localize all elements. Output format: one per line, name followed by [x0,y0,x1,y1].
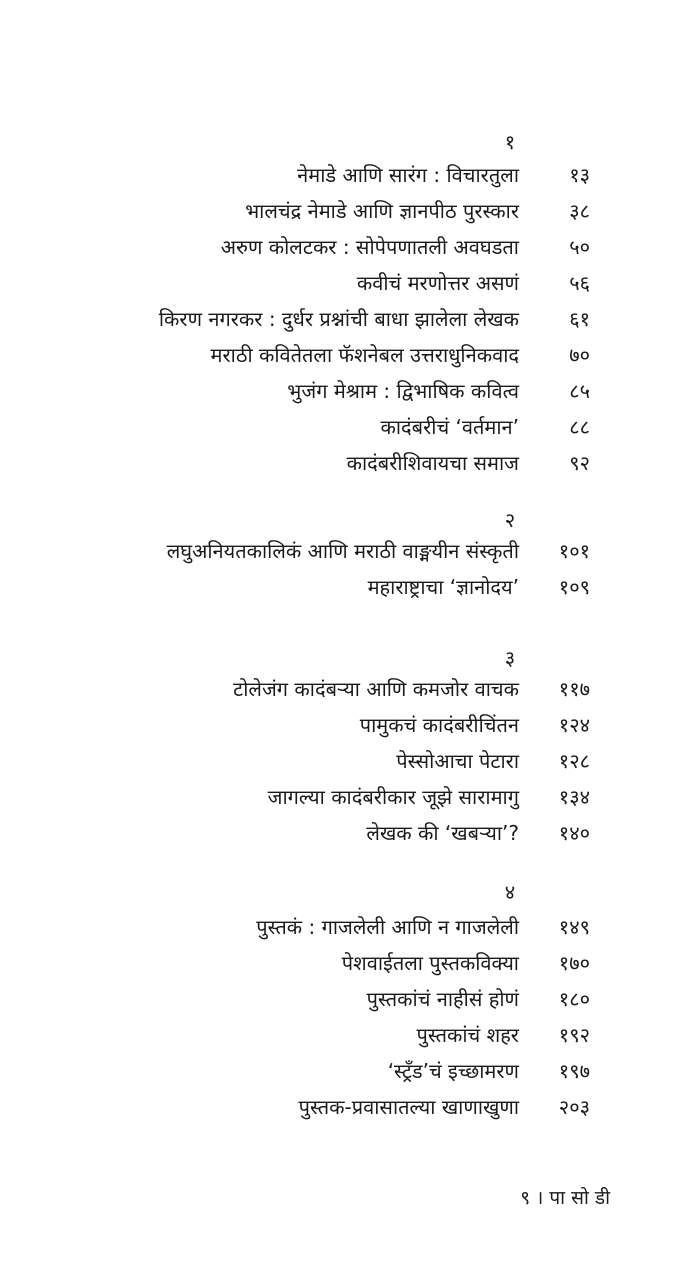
toc-entry [0,1056,694,1092]
entry-title: पेशवाईतला पुस्तकविक्या [341,951,519,975]
toc-entry [0,268,694,304]
entry-page-number: १०१ [558,539,590,563]
entry-title: कादंबरीशिवायचा समाज [346,451,519,475]
entry-page-number: ८५ [569,379,590,403]
section-number: ४ [504,880,516,904]
entry-page-number: ८८ [569,415,590,439]
entry-page-number: ९२ [569,451,590,475]
entry-page-number: १२८ [558,749,590,773]
entry-page-number: ३८ [569,199,590,223]
entry-title: लघुअनियतकालिकं आणि मराठी वाङ्मयीन संस्कृती [166,539,519,563]
toc-entry [0,572,694,608]
entry-title: पुस्तकं : गाजलेली आणि न गाजलेली [256,915,519,939]
entry-title: पुस्तकांचं नाहीसं होणं [366,987,519,1011]
entry-title: जागल्या कादंबरीकार जूझे सारामागु [267,785,519,809]
entry-title: पुस्तकांचं शहर [416,1023,519,1047]
entry-title: नेमाडे आणि सारंग : विचारतुला [297,163,519,187]
entry-page-number: १९७ [558,1059,590,1083]
toc-entry [0,1020,694,1056]
toc-entry [0,536,694,572]
entry-page-number: २०३ [558,1095,590,1119]
entry-title: लेखक की ‘खबऱ्या’? [366,821,519,845]
toc-entry [0,196,694,232]
entry-page-number: १४९ [558,915,590,939]
toc-entry [0,232,694,268]
toc-entry [0,782,694,818]
entry-title: भालचंद्र नेमाडे आणि ज्ञानपीठ पुरस्कार [245,199,519,223]
entry-title: किरण नगरकर : दुर्धर प्रश्नांची बाधा झालेला लेखक [158,307,519,331]
entry-title: पुस्तक-प्रवासातल्या खाणाखुणा [298,1095,519,1119]
entry-title: पामुकचं कादंबरीचिंतन [359,713,519,737]
entry-page-number: १४० [558,821,590,845]
entry-page-number: १९२ [558,1023,590,1047]
toc-entry [0,160,694,196]
entry-page-number: ११७ [558,677,590,701]
entry-page-number: १०९ [558,575,590,599]
section-number: २ [504,508,516,532]
entry-page-number: ६१ [569,307,590,331]
entry-page-number: १८० [558,987,590,1011]
section-number: ३ [504,646,516,670]
entry-title: मराठी कवितेतला फॅशनेबल उत्तराधुनिकवाद [210,343,519,367]
entry-title: ‘स्ट्रँड’चं इच्छामरण [387,1059,519,1083]
entry-page-number: ७० [569,343,590,367]
entry-title: कादंबरीचं ‘वर्तमान’ [380,415,519,439]
footer-page-label: ९ । पा सो डी [520,1187,610,1209]
toc-entry [0,984,694,1020]
toc-entry [0,304,694,340]
entry-page-number: १३ [569,163,590,187]
entry-page-number: १७० [558,951,590,975]
entry-page-number: ५६ [569,271,590,295]
toc-entry [0,710,694,746]
toc-entry [0,746,694,782]
toc-entry [0,448,694,484]
entry-page-number: ५० [569,235,590,259]
entry-page-number: १२४ [558,713,590,737]
entry-title: अरुण कोलटकर : सोपेपणातली अवघडता [220,235,519,259]
entry-title: भुजंग मेश्राम : द्विभाषिक कवित्व [287,379,519,403]
entry-title: पेस्सोआचा पेटारा [396,749,519,773]
toc-entry [0,1092,694,1128]
toc-entry [0,674,694,710]
entry-title: महाराष्ट्राचा ‘ज्ञानोदय’ [367,575,519,599]
entry-title: टोलेजंग कादंबऱ्या आणि कमजोर वाचक [233,677,519,701]
toc-entry [0,948,694,984]
entry-page-number: १३४ [558,785,590,809]
toc-entry [0,912,694,948]
section-number: १ [504,130,516,154]
toc-entry [0,412,694,448]
toc-entry [0,376,694,412]
entry-title: कवीचं मरणोत्तर असणं [356,271,519,295]
toc-entry [0,818,694,854]
toc-entry [0,340,694,376]
